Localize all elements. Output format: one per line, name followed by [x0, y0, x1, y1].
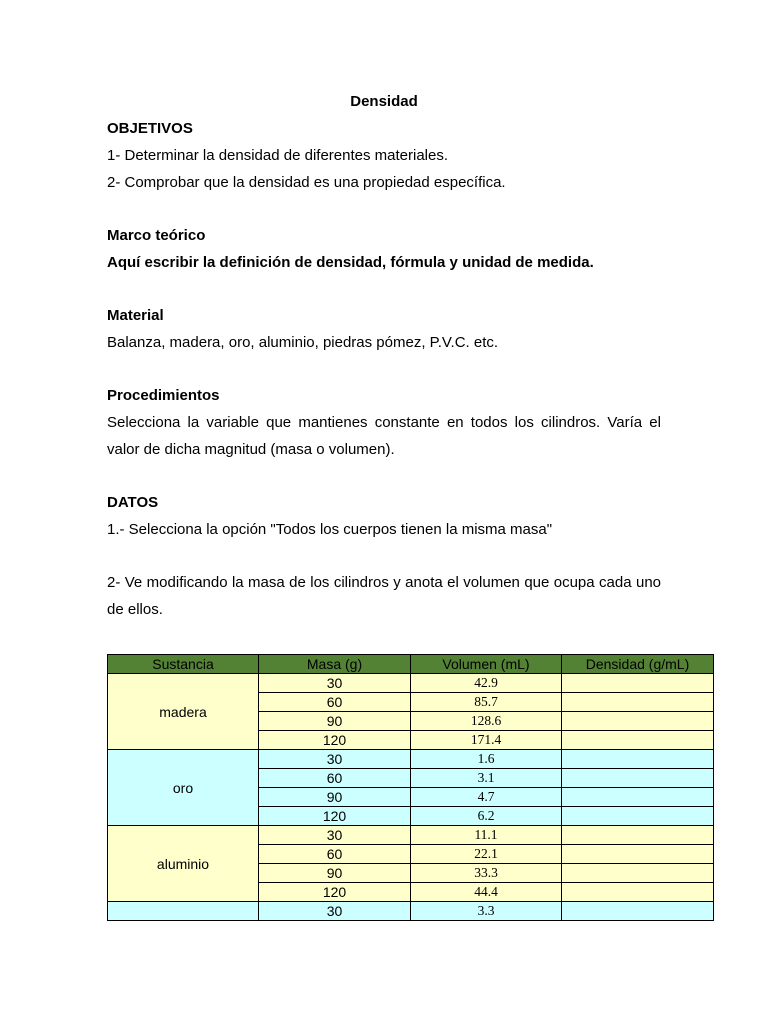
- cell-densidad[interactable]: [562, 807, 714, 826]
- cell-masa: 60: [259, 693, 411, 712]
- cell-densidad[interactable]: [562, 769, 714, 788]
- table-row: [108, 826, 714, 845]
- cell-masa: 120: [259, 883, 411, 902]
- objetivos-heading: OBJETIVOS: [107, 120, 193, 137]
- cell-sustancia: aluminio: [108, 826, 259, 902]
- cell-masa: 30: [259, 750, 411, 769]
- cell-masa: 30: [259, 826, 411, 845]
- cell-masa: 90: [259, 788, 411, 807]
- cell-sustancia: madera: [108, 674, 259, 750]
- cell-masa: 90: [259, 864, 411, 883]
- header-volumen: Volumen (mL): [411, 655, 562, 674]
- datos-heading: DATOS: [107, 494, 159, 511]
- datos-step-2: 2- Ve modificando la masa de los cilindros y anota el volumen que ocupa cada uno de ellos.: [107, 574, 661, 618]
- table-body: [108, 674, 714, 921]
- document-title: Densidad: [350, 93, 418, 110]
- cell-volumen: 11.1: [411, 826, 562, 845]
- cell-masa: 60: [259, 769, 411, 788]
- cell-volumen: 4.7: [411, 788, 562, 807]
- cell-densidad[interactable]: [562, 693, 714, 712]
- cell-masa: 90: [259, 712, 411, 731]
- cell-masa: 30: [259, 674, 411, 693]
- cell-volumen: 42.9: [411, 674, 562, 693]
- cell-densidad[interactable]: [562, 712, 714, 731]
- document-body: [107, 88, 661, 623]
- cell-densidad[interactable]: [562, 750, 714, 769]
- cell-masa: 30: [259, 902, 411, 921]
- objetivo-1: 1- Determinar la densidad de diferentes materiales.: [107, 147, 449, 164]
- cell-densidad[interactable]: [562, 788, 714, 807]
- density-data-table: [107, 654, 714, 921]
- cell-masa: 120: [259, 731, 411, 750]
- cell-volumen: 1.6: [411, 750, 562, 769]
- procedimientos-heading: Procedimientos: [107, 387, 220, 404]
- cell-densidad[interactable]: [562, 902, 714, 921]
- material-text: Balanza, madera, oro, aluminio, piedras pómez, P.V.C. etc.: [107, 334, 499, 351]
- cell-sustancia: oro: [108, 750, 259, 826]
- cell-volumen: 3.3: [411, 902, 562, 921]
- cell-densidad[interactable]: [562, 826, 714, 845]
- cell-densidad[interactable]: [562, 845, 714, 864]
- objetivo-2: 2- Comprobar que la densidad es una propiedad específica.: [107, 174, 506, 191]
- table-row: [108, 750, 714, 769]
- cell-densidad[interactable]: [562, 674, 714, 693]
- cell-densidad[interactable]: [562, 864, 714, 883]
- procedimientos-text: Selecciona la variable que mantienes constante en todos los cilindros. Varía el valor de dicha magnitud (masa o volumen).: [107, 414, 661, 458]
- table-row: [108, 674, 714, 693]
- cell-volumen: 6.2: [411, 807, 562, 826]
- header-masa: Masa (g): [259, 655, 411, 674]
- cell-volumen: 3.1: [411, 769, 562, 788]
- material-heading: Material: [107, 307, 164, 324]
- cell-volumen: 44.4: [411, 883, 562, 902]
- cell-densidad[interactable]: [562, 731, 714, 750]
- cell-volumen: 22.1: [411, 845, 562, 864]
- cell-volumen: 85.7: [411, 693, 562, 712]
- cell-volumen: 171.4: [411, 731, 562, 750]
- table-row: [108, 902, 714, 921]
- cell-masa: 120: [259, 807, 411, 826]
- table-header-row: [108, 655, 714, 674]
- marco-heading: Marco teórico: [107, 227, 206, 244]
- header-sustancia: Sustancia: [108, 655, 259, 674]
- cell-masa: 60: [259, 845, 411, 864]
- cell-sustancia: [108, 902, 259, 921]
- datos-step-1: 1.- Selecciona la opción "Todos los cuerpos tienen la misma masa": [107, 521, 553, 538]
- header-densidad: Densidad (g/mL): [562, 655, 714, 674]
- marco-text: Aquí escribir la definición de densidad, fórmula y unidad de medida.: [107, 254, 594, 271]
- cell-volumen: 128.6: [411, 712, 562, 731]
- cell-densidad[interactable]: [562, 883, 714, 902]
- cell-volumen: 33.3: [411, 864, 562, 883]
